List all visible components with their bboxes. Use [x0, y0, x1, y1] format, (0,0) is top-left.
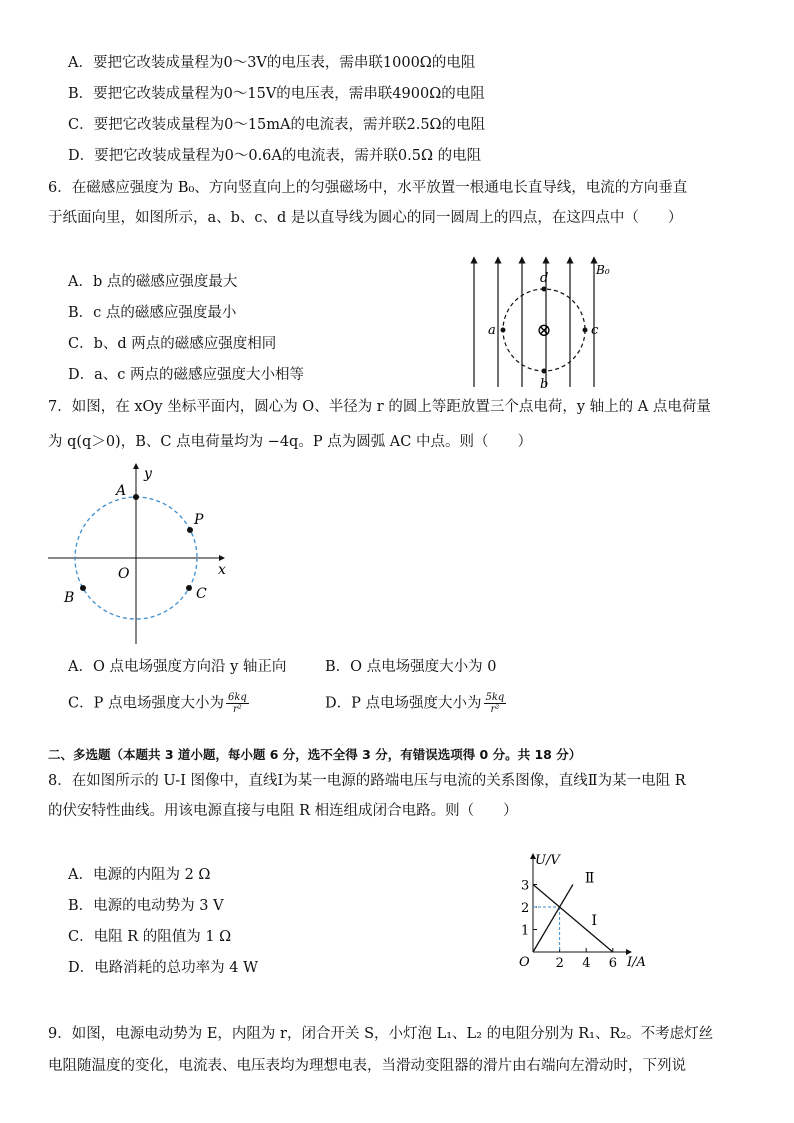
origin-label: O: [519, 955, 530, 970]
section-heading-multiple-choice: 二、多选题（本题共 3 道小题，每小题 6 分，选不全得 3 分，有错误选项得 0 分。共 18 分）: [48, 747, 582, 762]
fraction-denominator: r²: [490, 704, 500, 715]
q7-option-c-text: C．P 点电场强度大小为: [68, 695, 224, 712]
q8-option-a: A．电源的内阻为 2 Ω: [68, 867, 211, 883]
q6-stem-line2: 于纸面向里，如图所示，a、b、c、d 是以直导线为圆心的同一圆周上的四点，在这四点中（ ）: [48, 210, 683, 226]
label-b: B: [64, 590, 75, 606]
fraction-denominator: r²: [232, 704, 242, 715]
q7-option-c: [68, 692, 249, 715]
label-x: x: [218, 562, 226, 578]
q5-option-a: A．要把它改装成量程为0～3V的电压表，需串联1000Ω的电阻: [68, 55, 476, 71]
label-c: C: [196, 586, 207, 602]
label-b: b: [540, 377, 549, 392]
charge-b: [80, 585, 86, 591]
q7-option-d-text: D．P 点电场强度大小为: [325, 695, 482, 712]
q5-option-d: D．要把它改装成量程为0～0.6A的电流表，需并联0.5Ω 的电阻: [68, 148, 482, 164]
point-p: [187, 527, 193, 533]
label-o: O: [118, 566, 130, 582]
label-b0: B₀: [596, 263, 610, 277]
x-tick-label: 6: [608, 956, 618, 971]
q9-stem-line1: 9．如图，电源电动势为 E，内阻为 r，闭合开关 S，小灯泡 L₁、L₂ 的电阻分别为 R₁、R₂。不考虑灯丝: [48, 1026, 714, 1042]
series-label-ii: Ⅱ: [584, 870, 595, 887]
x-tick-label: 2: [555, 956, 564, 971]
q8-stem-line1: 8．在如图所示的 U-I 图像中，直线Ⅰ为某一电源的路端电压与电流的关系图像，直线Ⅱ为某一电阻 R: [48, 773, 686, 789]
q8-option-b: B．电源的电动势为 3 V: [68, 898, 224, 914]
charge-a: [133, 494, 139, 500]
point-c-dot: [583, 328, 588, 333]
line-ii-resistor: [533, 885, 573, 953]
q6-option-b: B．c 点的磁感应强度最小: [68, 305, 237, 321]
y-tick-label: 1: [521, 923, 530, 939]
charge-c: [186, 585, 192, 591]
q6-option-a: A．b 点的磁感应强度最大: [68, 274, 238, 290]
q6-option-c: C．b、d 两点的磁感应强度相同: [68, 336, 277, 352]
q7-charge-figure: [44, 462, 244, 647]
q7-option-d-fraction: [484, 692, 507, 715]
q6-magnetic-field-figure: [460, 252, 630, 392]
q6-stem-line1: 6．在磁感应强度为 B₀、方向竖直向上的匀强磁场中，水平放置一根通电长直导线，电流的方向垂直: [48, 180, 688, 196]
q5-option-b: B．要把它改装成量程为0～15V的电压表，需串联4900Ω的电阻: [68, 86, 485, 102]
fraction-numerator: 6kq: [227, 692, 247, 703]
q7-stem-line1: 7．如图，在 xOy 坐标平面内，圆心为 O、半径为 r 的圆上等距放置三个点电荷，y 轴上的 A 点电荷量: [48, 399, 711, 415]
series-label-i: Ⅰ: [591, 913, 598, 929]
q7-option-b: B．O 点电场强度大小为 0: [325, 659, 497, 675]
label-d: d: [540, 271, 549, 286]
q6-option-d: D．a、c 两点的磁感应强度大小相等: [68, 367, 304, 383]
q7-option-c-fraction: [226, 692, 249, 715]
y-tick-label: 2: [521, 901, 530, 916]
label-y: y: [144, 466, 152, 482]
q8-option-d: D．电路消耗的总功率为 4 W: [68, 960, 258, 976]
q7-option-d: [325, 692, 506, 715]
x-tick-label: 4: [582, 956, 591, 971]
q5-option-c: C．要把它改装成量程为0～15mA的电流表，需并联2.5Ω的电阻: [68, 117, 486, 133]
q9-stem-line2: 电阻随温度的变化，电流表、电压表均为理想电表，当滑动变阻器的滑片由右端向左滑动时，下列说: [48, 1058, 686, 1074]
label-a: A: [116, 483, 127, 499]
label-c: c: [591, 323, 599, 338]
y-axis-label: U/V: [535, 853, 560, 868]
point-b-dot: [542, 369, 547, 374]
point-d-dot: [542, 287, 547, 292]
q7-option-a: A．O 点电场强度方向沿 y 轴正向: [68, 659, 287, 675]
x-axis-label: I/A: [627, 955, 646, 970]
current-into-page-icon: ⊗: [536, 320, 552, 341]
q8-ui-graph: [505, 848, 665, 973]
line-i-source: [533, 885, 613, 953]
label-a: a: [488, 323, 496, 338]
q7-stem-line2: 为 q(q＞0)，B、C 点电荷量均为 −4q。P 点为圆弧 AC 中点。则（ ）: [48, 434, 532, 450]
fraction-numerator: 5kq: [485, 692, 505, 703]
point-a-dot: [501, 328, 506, 333]
q8-stem-line2: 的伏安特性曲线。用该电源直接与电阻 R 相连组成闭合电路。则（ ）: [48, 803, 518, 819]
q8-option-c: C．电阻 R 的阻值为 1 Ω: [68, 929, 232, 945]
label-p: P: [194, 512, 204, 528]
y-tick-label: 3: [521, 878, 530, 894]
